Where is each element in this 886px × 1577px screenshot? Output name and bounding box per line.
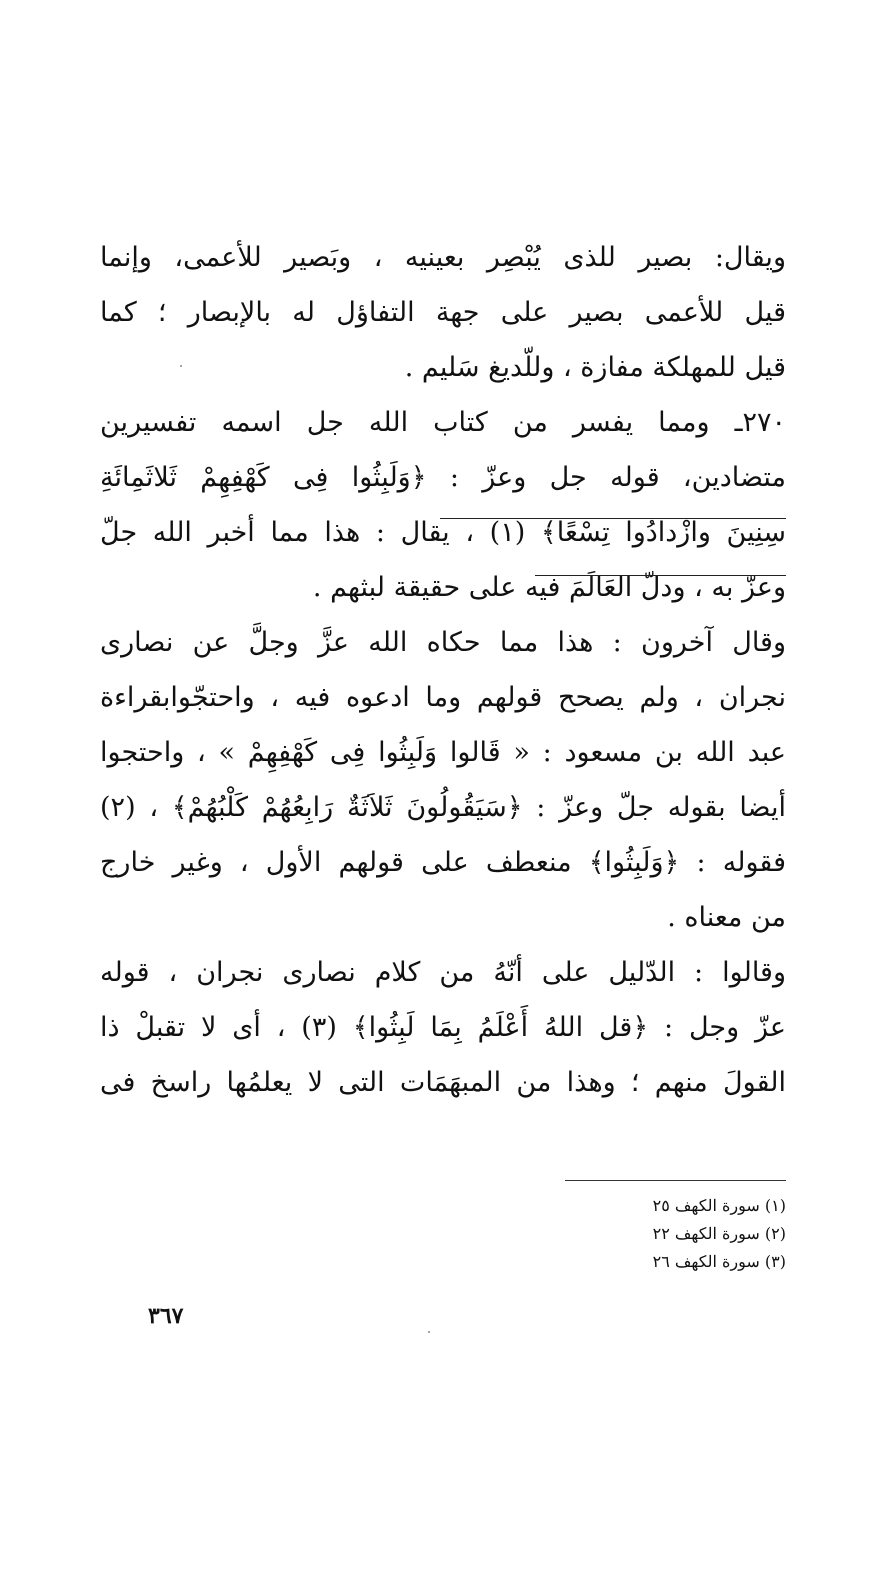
scan-speck [180,365,182,367]
footnote: (١) سورة الكهف ٢٥ [652,1196,786,1215]
quote-underline [535,575,786,576]
main-text [100,230,786,1110]
quote-underline [440,518,786,519]
footnotes [653,1192,786,1276]
text-line: من معناه . [667,902,786,933]
text-line: متضادين، قوله جل وعزّ : ﴿وَلَبِثُوا فِى كَهْفِهِمْ ثَلاثَمِائَةِ [100,462,786,493]
text-line: أيضا بقوله جلّ وعزّ : ﴿سَيَقُولُونَ ثَلاَثَةٌ رَابِعُهُمْ كَلْبُهُمْ﴾ ، (٢) [100,792,786,823]
footnote: (٢) سورة الكهف ٢٢ [652,1224,786,1243]
text-line: ٢٧٠ـ ومما يفسر من كتاب الله جل اسمه تفسيرين [100,407,786,438]
footnote-divider [565,1180,786,1181]
page-number: ٣٦٧ [148,1303,184,1329]
scan-speck [428,1331,430,1333]
text-line: القولَ منهم ؛ وهذا من المبهَمَات التى لا يعلمُها راسخ فى [100,1067,786,1098]
text-line: سِنِينَ وازْدادُوا تِسْعًا﴾ (١) ، يقال : هذا مما أخبر الله جلّ [100,517,786,548]
text-line: وعزّ به ، ودلّ العَالَمَ فيه على حقيقة لبثهم . [312,572,786,603]
text-line: فقوله : ﴿وَلَبِثُوا﴾ منعطف على قولهم الأول ، وغير خارج [100,847,786,878]
text-line: نجران ، ولم يصحح قولهم وما ادعوه فيه ، واحتجّوابقراءة [100,682,786,713]
footnote: (٣) سورة الكهف ٢٦ [652,1252,786,1271]
text-line: قيل للأعمى بصير على جهة التفاؤل له بالإبصار ؛ كما [100,297,786,328]
text-line: وقالوا : الدّليل على أنّهُ من كلام نصارى نجران ، قوله [100,957,786,988]
text-line: ويقال: بصير للذى يُبْصِر بعينيه ، وبَصير للأعمى، وإنما [100,242,786,273]
text-line: قيل للمهلكة مفازة ، وللّديغ سَليم . [404,352,786,383]
text-line: عزّ وجل : ﴿قل اللهُ أَعْلَمُ بِمَا لَبِثُوا﴾ (٣) ، أى لا تقبلْ ذا [100,1012,786,1043]
text-line: عبد الله بن مسعود : « قَالوا وَلَبِثُوا فِى كَهْفِهِمْ » ، واحتجوا [100,737,786,768]
text-line: وقال آخرون : هذا مما حكاه الله عزَّ وجلَّ عن نصارى [100,627,786,658]
